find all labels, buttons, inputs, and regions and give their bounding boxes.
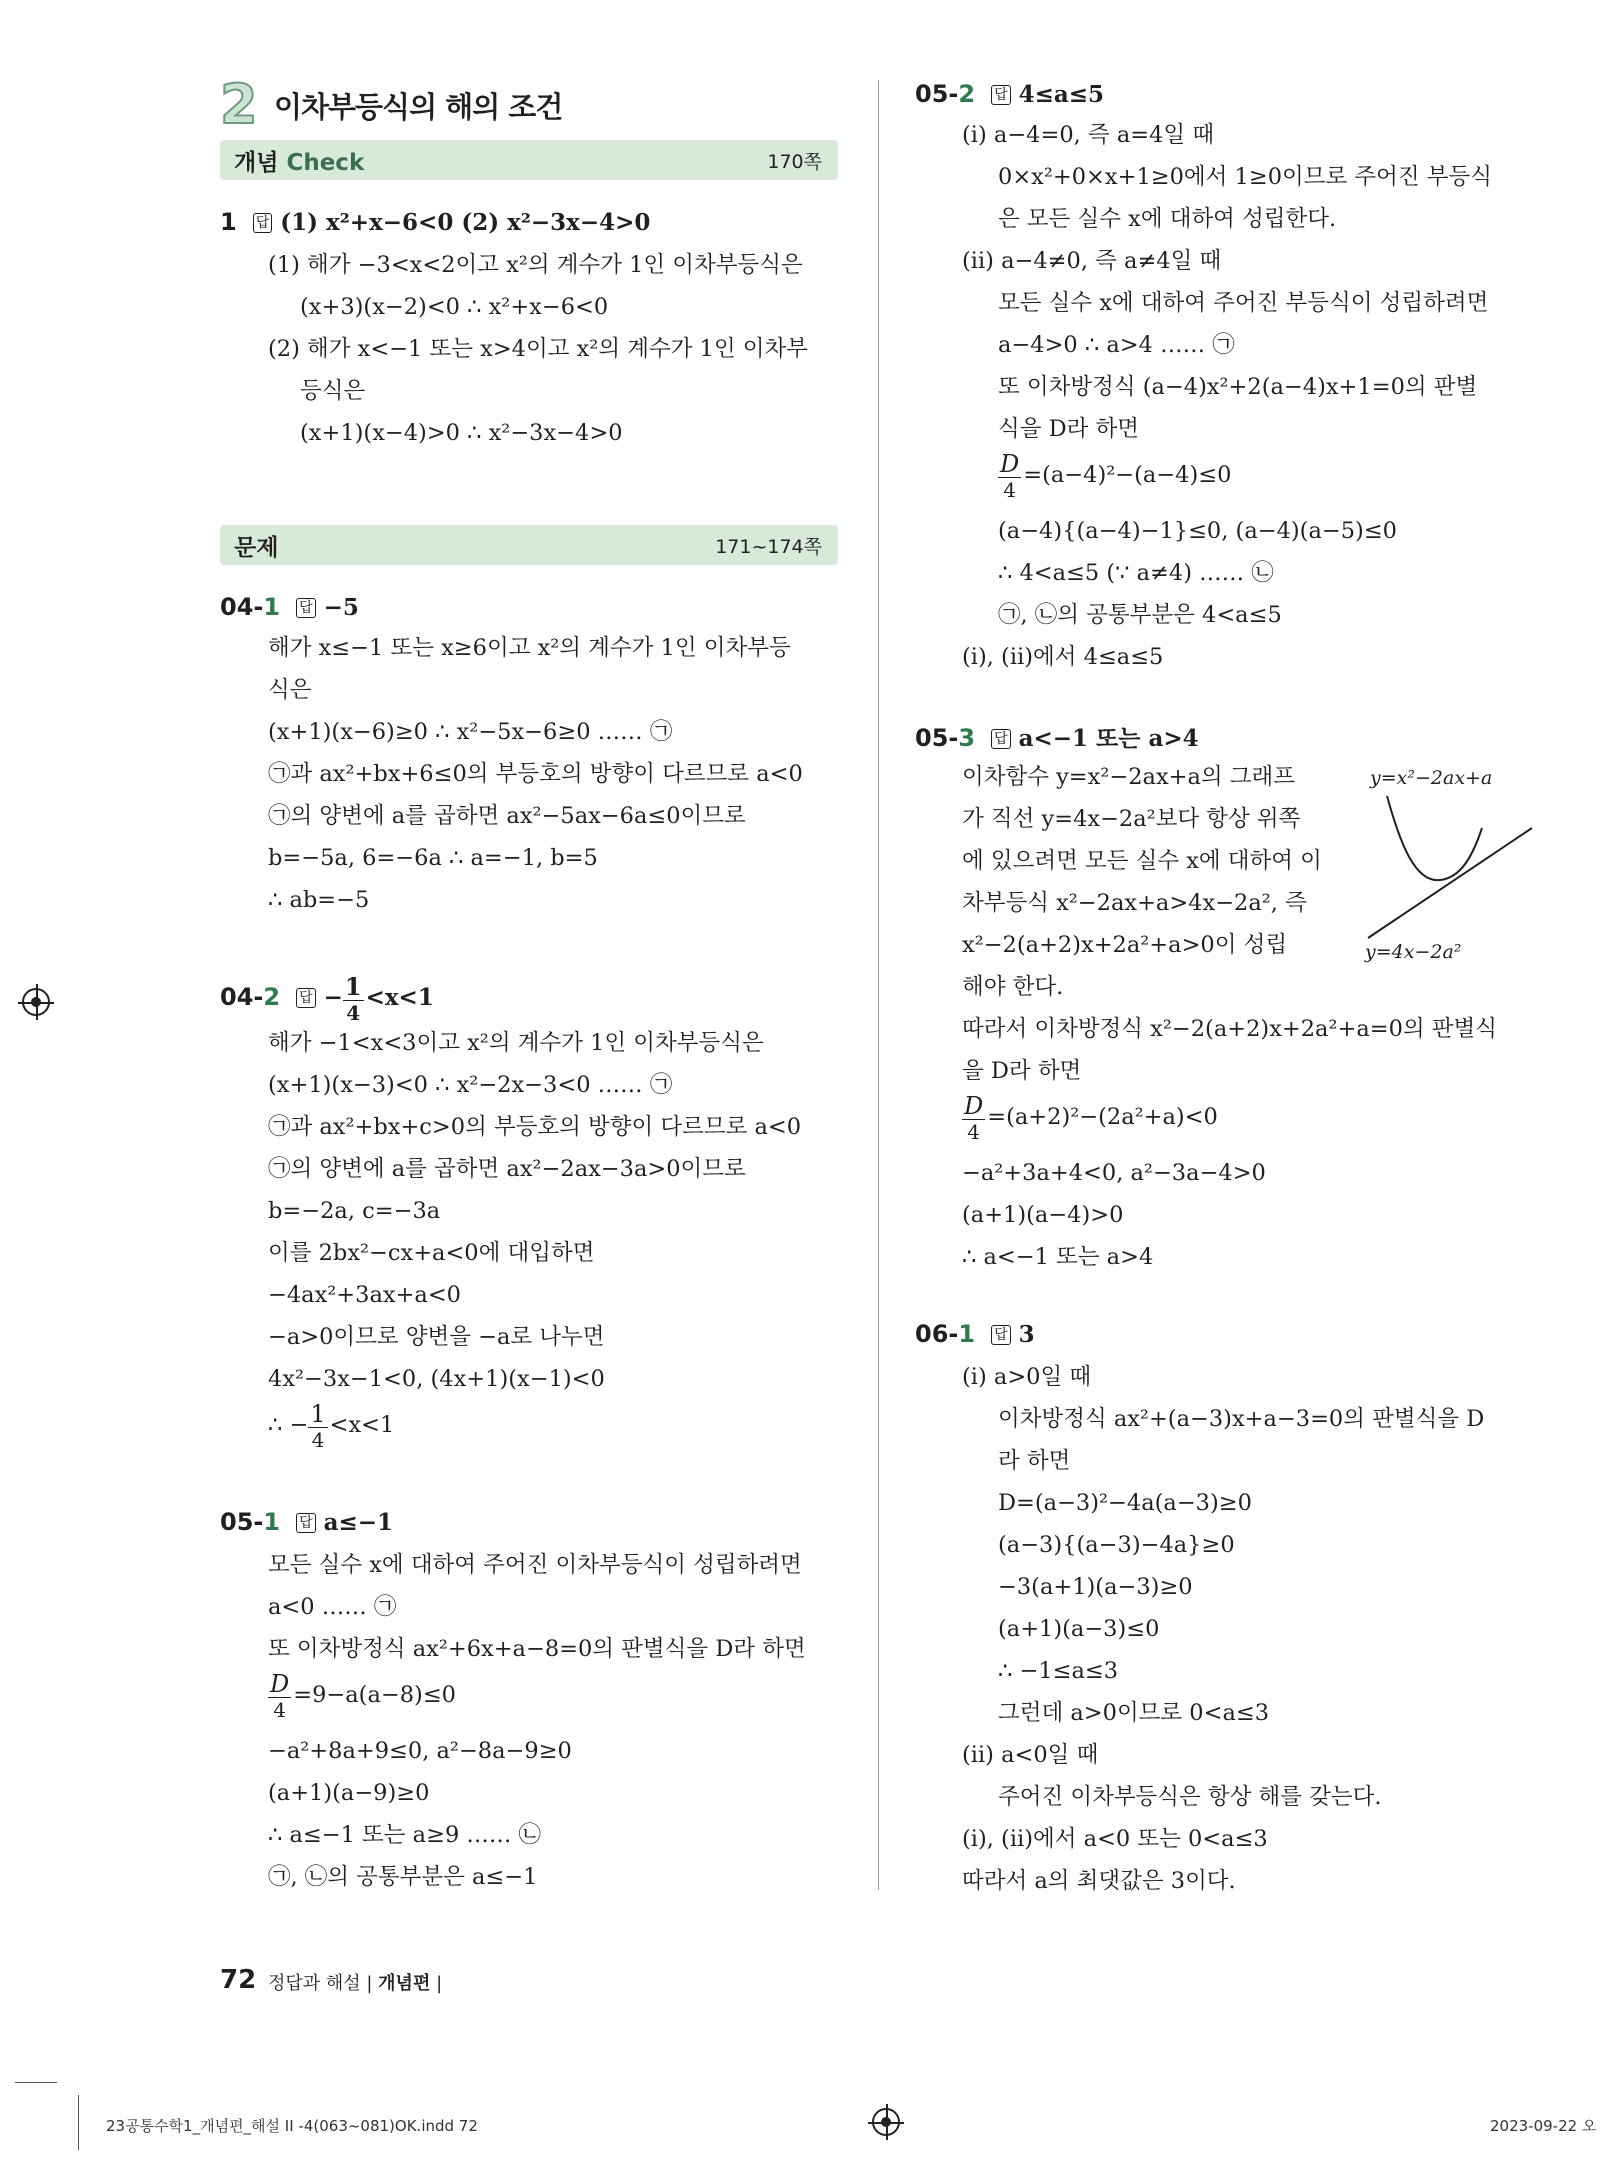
text-line: 4x²−3x−1<0, (4x+1)(x−1)<0	[268, 1366, 605, 1392]
text-line: 따라서 a의 최댓값은 3이다.	[962, 1868, 1236, 1894]
text-line: b=−2a, c=−3a	[268, 1198, 441, 1224]
text-line: 가 직선 y=4x−2a²보다 항상 위쪽	[962, 806, 1301, 832]
slug-filename: 23공통수학1_개념편_해설 II -4(063~081)OK.indd 72	[106, 2117, 478, 2135]
text-line: 에 있으려면 모든 실수 x에 대하여 이	[962, 848, 1322, 874]
text-line: (ⅰ), (ⅱ)에서 a<0 또는 0<a≤3	[962, 1826, 1268, 1852]
problem-section-page: 171~174쪽	[715, 535, 822, 558]
concept-check-label: 개념 Check	[234, 149, 365, 176]
crop-mark	[78, 2095, 79, 2150]
text-line: (a−4){(a−4)−1}≤0, (a−4)(a−5)≤0	[998, 518, 1397, 544]
registration-mark-icon	[872, 2108, 900, 2136]
text-line: ∴ 4<a≤5 (∵ a≠4) …… ㉡	[998, 560, 1274, 586]
concept-check-bar	[220, 140, 838, 180]
text-line: (1) 해가 −3<x<2이고 x²의 계수가 1인 이차부등식은	[268, 252, 803, 278]
text-line: (a−3){(a−3)−4a}≥0	[998, 1532, 1235, 1558]
text-line: 을 D라 하면	[962, 1058, 1082, 1084]
text-line: −a>0이므로 양변을 −a로 나누면	[268, 1324, 605, 1350]
problem-1-header: 1 답 (1) x²+x−6<0 (2) x²−3x−4>0	[220, 208, 651, 236]
text-line: ㉠과 ax²+bx+c>0의 부등호의 방향이 다르므로 a<0	[268, 1114, 802, 1140]
text-line: 차부등식 x²−2ax+a>4x−2a², 즉	[962, 890, 1307, 916]
text-line: (ⅱ) a−4≠0, 즉 a≠4일 때	[962, 248, 1222, 274]
text-line: 또 이차방정식 (a−4)x²+2(a−4)x+1=0의 판별	[998, 374, 1478, 400]
text-line: 또 이차방정식 ax²+6x+a−8=0의 판별식을 D라 하면	[268, 1636, 806, 1662]
text-line: (ⅰ) a−4=0, 즉 a=4일 때	[962, 122, 1215, 148]
text-line: 라 하면	[998, 1448, 1071, 1474]
problem-05-1-answer: a≤−1	[323, 1509, 394, 1536]
text-line: ∴ ab=−5	[268, 887, 370, 913]
answer-icon: 답	[296, 988, 316, 1008]
concept-check-page: 170쪽	[767, 150, 822, 173]
text-line: (a+1)(a−9)≥0	[268, 1780, 430, 1806]
text-line: ㉠의 양변에 a를 곱하면 ax²−2ax−3a>0이므로	[268, 1156, 746, 1182]
problem-05-2-header: 05-2 답 4≤a≤5	[915, 80, 1105, 108]
section-title: 이차부등식의 해의 조건	[274, 89, 563, 124]
fraction: $\frac{D}{4}$	[964, 1092, 984, 1144]
parabola-curve	[1387, 796, 1482, 880]
text-line: ㉠, ㉡의 공통부분은 4<a≤5	[998, 602, 1282, 628]
text-line-fraction: $\frac{D}{4}$ =(a−4)²−(a−4)≤0	[1000, 450, 1232, 502]
column-divider	[878, 80, 879, 1890]
text-line-fraction: $\frac{D}{4}$ =9−a(a−8)≤0	[270, 1670, 456, 1722]
problem-06-1-answer: 3	[1018, 1321, 1035, 1348]
text-line: (x+1)(x−4)>0 ∴ x²−3x−4>0	[300, 420, 623, 446]
text-line: ∴ −1≤a≤3	[998, 1658, 1119, 1684]
text-line: 그런데 a>0이므로 0<a≤3	[998, 1700, 1270, 1726]
problem-04-2-header: 04-2 답 − $\frac{1}{4}$ <x<1	[220, 972, 434, 1025]
text-line: 식을 D라 하면	[998, 416, 1140, 442]
answer-icon: 답	[991, 85, 1011, 105]
slug-date: 2023-09-22 오	[1490, 2117, 1597, 2135]
answer-icon: 답	[296, 1513, 316, 1533]
text-line: ㉠과 ax²+bx+6≤0의 부등호의 방향이 다르므로 a<0	[268, 761, 803, 787]
graph-label-curve: y=x²−2ax+a	[1370, 767, 1493, 789]
section-header	[220, 73, 563, 136]
problem-05-3-answer: a<−1 또는 a>4	[1018, 725, 1199, 752]
text-line: b=−5a, 6=−6a ∴ a=−1, b=5	[268, 845, 598, 871]
text-line: −a²+3a+4<0, a²−3a−4>0	[962, 1160, 1266, 1186]
text-line: ∴ a≤−1 또는 a≥9 …… ㉡	[268, 1822, 542, 1848]
text-line: 주어진 이차부등식은 항상 해를 갖는다.	[998, 1784, 1382, 1810]
problem-04-2-answer: − $\frac{1}{4}$ <x<1	[323, 972, 434, 1025]
text-line: (ⅰ) a>0일 때	[962, 1364, 1092, 1390]
text-line: 이차함수 y=x²−2ax+a의 그래프	[962, 764, 1295, 790]
page-number: 72	[220, 1965, 257, 1995]
parabola-line-graph	[1360, 758, 1540, 972]
registration-mark-icon	[22, 988, 50, 1016]
text-line: 모든 실수 x에 대하여 주어진 이차부등식이 성립하려면	[268, 1552, 802, 1578]
running-footer: 정답과 해설 | 개념편 |	[268, 1973, 443, 1994]
text-line: ㉠, ㉡의 공통부분은 a≤−1	[268, 1864, 538, 1890]
text-line: 따라서 이차방정식 x²−2(a+2)x+2a²+a=0의 판별식	[962, 1016, 1498, 1042]
text-line: (2) 해가 x<−1 또는 x>4이고 x²의 계수가 1인 이차부	[268, 336, 808, 362]
fraction: $\frac{1}{4}$	[344, 972, 362, 1025]
text-line: (a+1)(a−3)≤0	[998, 1616, 1160, 1642]
text-line: (a+1)(a−4)>0	[962, 1202, 1124, 1228]
problem-04-1-header: 04-1 답 −5	[220, 593, 359, 621]
graph-svg	[1360, 758, 1540, 968]
problem-05-3-header: 05-3 답 a<−1 또는 a>4	[915, 724, 1199, 752]
fraction: $\frac{D}{4}$	[1000, 450, 1020, 502]
problem-section-label: 문제	[234, 534, 279, 561]
text-line-fraction: $\frac{D}{4}$ =(a+2)²−(2a²+a)<0	[964, 1092, 1218, 1144]
answer-icon: 답	[253, 213, 273, 233]
text-line: 은 모든 실수 x에 대하여 성립한다.	[998, 206, 1337, 232]
text-line: (x+1)(x−6)≥0 ∴ x²−5x−6≥0 …… ㉠	[268, 719, 673, 745]
problem-05-1-header: 05-1 답 a≤−1	[220, 1508, 394, 1536]
text-line: 해가 −1<x<3이고 x²의 계수가 1인 이차부등식은	[268, 1030, 764, 1056]
text-line: (ⅱ) a<0일 때	[962, 1742, 1099, 1768]
text-line: −4ax²+3ax+a<0	[268, 1282, 461, 1308]
problem-05-2-answer: 4≤a≤5	[1018, 81, 1105, 108]
problem-1-answer: (1) x²+x−6<0 (2) x²−3x−4>0	[280, 209, 651, 236]
problem-06-1-header: 06-1 답 3	[915, 1320, 1035, 1348]
text-line: 해야 한다.	[962, 974, 1064, 1000]
fraction: $\frac{1}{4}$	[310, 1400, 326, 1452]
straight-line	[1368, 828, 1532, 938]
text-line: 이를 2bx²−cx+a<0에 대입하면	[268, 1240, 595, 1266]
text-line: a<0 …… ㉠	[268, 1594, 397, 1620]
text-line: 식은	[268, 677, 312, 703]
text-line: (ⅰ), (ⅱ)에서 4≤a≤5	[962, 644, 1164, 670]
problem-section-bar	[220, 525, 838, 565]
problem-04-1-answer: −5	[323, 594, 359, 621]
answer-icon: 답	[296, 598, 316, 618]
fraction: $\frac{D}{4}$	[270, 1670, 290, 1722]
text-line: ㉠의 양변에 a를 곱하면 ax²−5ax−6a≤0이므로	[268, 803, 746, 829]
text-line: a−4>0 ∴ a>4 …… ㉠	[998, 332, 1235, 358]
graph-label-line: y=4x−2a²	[1365, 941, 1462, 963]
section-number: 2	[220, 73, 258, 136]
text-line: −3(a+1)(a−3)≥0	[998, 1574, 1193, 1600]
text-line: 이차방정식 ax²+(a−3)x+a−3=0의 판별식을 D	[998, 1406, 1485, 1432]
text-line: 모든 실수 x에 대하여 주어진 부등식이 성립하려면	[998, 290, 1489, 316]
text-line-fraction: ∴ − $\frac{1}{4}$ <x<1	[268, 1400, 395, 1452]
text-line: 해가 x≤−1 또는 x≥6이고 x²의 계수가 1인 이차부등	[268, 635, 791, 661]
crop-mark	[15, 2082, 57, 2083]
text-line: ∴ a<−1 또는 a>4	[962, 1244, 1154, 1270]
text-line: x²−2(a+2)x+2a²+a>0이 성립	[962, 932, 1288, 958]
text-line: −a²+8a+9≤0, a²−8a−9≥0	[268, 1738, 572, 1764]
text-line: (x+1)(x−3)<0 ∴ x²−2x−3<0 …… ㉠	[268, 1072, 673, 1098]
text-line: D=(a−3)²−4a(a−3)≥0	[998, 1490, 1252, 1516]
answer-icon: 답	[991, 729, 1011, 749]
text-line: 등식은	[300, 378, 366, 404]
text-line: 0×x²+0×x+1≥0에서 1≥0이므로 주어진 부등식	[998, 164, 1492, 190]
text-line: (x+3)(x−2)<0 ∴ x²+x−6<0	[300, 294, 609, 320]
answer-icon: 답	[991, 1325, 1011, 1345]
